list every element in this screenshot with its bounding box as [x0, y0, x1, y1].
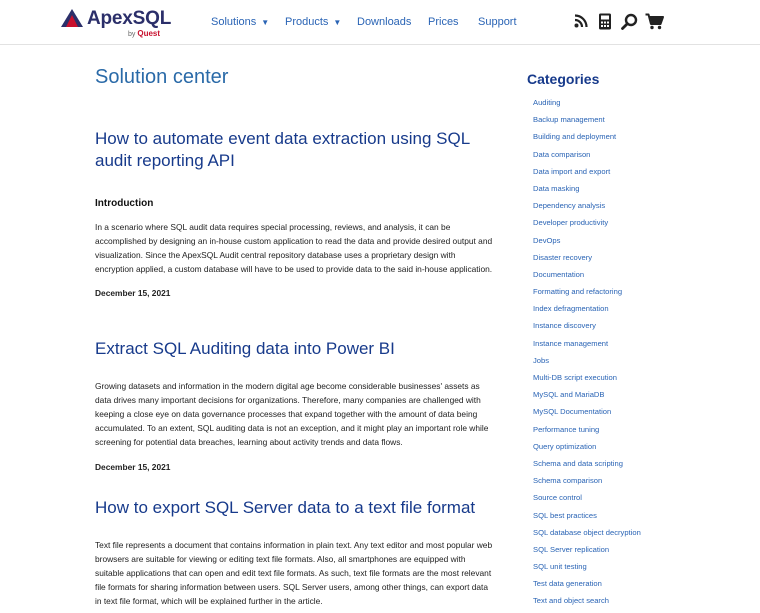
article-card [95, 497, 495, 608]
category-link[interactable]: Dependency analysis [533, 201, 606, 211]
category-link[interactable]: MySQL and MariaDB [533, 390, 605, 400]
logo-byline [128, 29, 160, 38]
category-link[interactable]: Building and deployment [533, 132, 617, 142]
nav-support[interactable]: Support [478, 16, 517, 28]
nav-products[interactable] [285, 16, 341, 28]
category-link[interactable]: Query optimization [533, 441, 597, 451]
chevron-down-icon: ▼ [261, 18, 270, 27]
article-card [95, 338, 495, 472]
category-link[interactable]: Source control [533, 493, 582, 503]
category-link[interactable]: Text and object search [533, 596, 609, 606]
page-title: Solution center [95, 66, 229, 88]
category-link[interactable]: Data import and export [533, 166, 611, 176]
category-link[interactable]: Documentation [533, 269, 585, 279]
article-excerpt: Text file represents a document that contains information in plain text. Any text editor and most popular web browsers are suitable for viewing or editing text file formats. Also, all smartphones are equipped with suitable applications that can open and edit text file formats. As such, text file formats are the most relevant file formats for sharing information between users. SQL Server users, among other things, can export data in text file format, which will be explained further in the article. [95, 540, 493, 606]
logo-by: by [128, 31, 136, 38]
article-subheading: Introduction [95, 198, 154, 209]
category-link[interactable]: Data comparison [533, 149, 591, 159]
category-link[interactable]: SQL Server replication [533, 544, 610, 554]
category-link[interactable]: SQL database object decryption [533, 527, 641, 537]
logo-text: ApexSQL [87, 8, 172, 29]
category-link[interactable]: Jobs [533, 355, 550, 365]
categories-list [533, 97, 641, 613]
categories-heading: Categories [527, 71, 600, 87]
article-title-link[interactable]: Extract SQL Auditing data into Power BI [95, 339, 395, 358]
category-link[interactable]: Formatting and refactoring [533, 287, 623, 297]
article-date: December 15, 2021 [95, 462, 171, 472]
nav-solutions[interactable] [211, 16, 269, 28]
category-link[interactable]: Developer productivity [533, 218, 609, 228]
category-link[interactable]: Schema comparison [533, 476, 603, 486]
nav-downloads[interactable]: Downloads [357, 16, 412, 28]
calculator-icon[interactable] [598, 13, 616, 31]
apexsql-logo-icon [60, 8, 84, 28]
article-title-link[interactable]: How to automate event data extraction using SQL audit reporting API [95, 129, 470, 170]
category-link[interactable]: SQL best practices [533, 510, 597, 520]
cart-icon[interactable] [645, 13, 665, 31]
category-link[interactable]: Index defragmentation [533, 304, 609, 314]
category-link[interactable]: Performance tuning [533, 424, 600, 434]
article-excerpt: In a scenario where SQL audit data requires special processing, reviews, and analysis, it can be accomplished by designing an in-house custom application to read the data and provide desired output and visualization. Since the ApexSQL Audit central repository database uses a proprietary design with encryption applied, a custom database will have to be used to provide data to the said in-house application. [95, 222, 493, 274]
site-header [0, 0, 760, 45]
category-link[interactable]: Disaster recovery [533, 252, 593, 262]
category-link[interactable]: DevOps [533, 235, 561, 245]
category-link[interactable]: Schema and data scripting [533, 458, 623, 468]
search-icon[interactable] [621, 13, 639, 31]
article-card [95, 128, 495, 298]
rss-icon[interactable] [573, 13, 591, 31]
category-link[interactable]: Test data generation [533, 579, 602, 589]
article-date: December 15, 2021 [95, 288, 171, 298]
category-link[interactable]: Backup management [533, 115, 605, 125]
nav-solutions-label: Solutions [211, 16, 257, 28]
category-link[interactable]: SQL unit testing [533, 562, 587, 572]
category-link[interactable]: Auditing [533, 98, 561, 107]
category-link[interactable]: Instance management [533, 338, 609, 348]
category-link[interactable]: MySQL Documentation [533, 407, 612, 417]
nav-products-label: Products [285, 16, 329, 28]
article-title-link[interactable]: How to export SQL Server data to a text file format [95, 498, 476, 517]
article-excerpt: Growing datasets and information in the modern digital age become considerable businesses' assets as data drives many important decisions for organizations. Therefore, many companies are challenged with keeping a close eye on data governance processes that expand together with the amount of data being accumulated. To an extent, SQL auditing data is not an exception, and it might play an important role while screening for potential data breaches, learning about activity trends and data flows. [95, 381, 489, 447]
nav-prices[interactable]: Prices [428, 16, 459, 28]
chevron-down-icon: ▼ [333, 18, 342, 27]
logo-company: Quest [137, 29, 161, 38]
category-link[interactable]: Data masking [533, 183, 580, 193]
category-link[interactable]: Instance discovery [533, 321, 596, 331]
apexsql-logo[interactable] [60, 7, 170, 39]
category-link[interactable]: Multi-DB script execution [533, 373, 617, 382]
